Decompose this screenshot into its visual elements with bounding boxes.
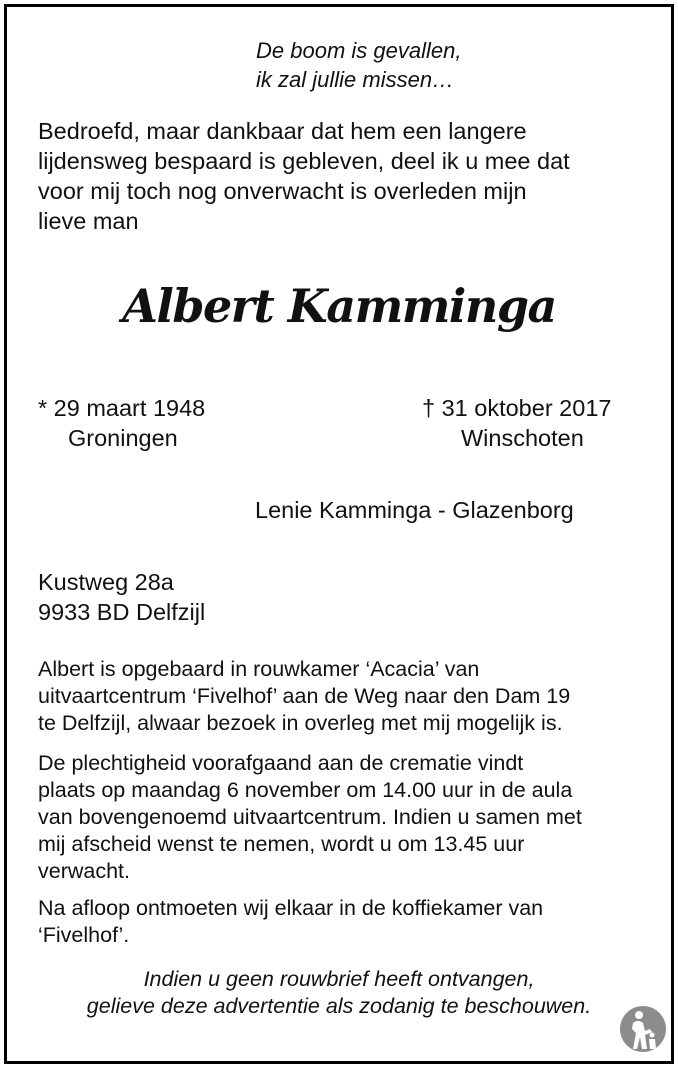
paragraph-line: De plechtigheid voorafgaand aan de crematie vindt bbox=[38, 751, 524, 775]
address-city: 9933 BD Delfzijl bbox=[38, 599, 206, 625]
motto bbox=[256, 36, 461, 94]
memorial-figure-icon bbox=[619, 1005, 667, 1053]
death-place: Winschoten bbox=[461, 425, 584, 451]
birth-info bbox=[38, 393, 205, 453]
address-street: Kustweg 28a bbox=[38, 569, 174, 595]
deceased-name: Albert Kamminga bbox=[122, 279, 556, 333]
paragraph-line: Na afloop ontmoeten wij elkaar in de koffiekamer van bbox=[38, 896, 544, 920]
survivor-name: Lenie Kamminga - Glazenborg bbox=[255, 497, 574, 523]
death-date: † 31 oktober 2017 bbox=[422, 395, 612, 421]
ceremony-paragraph bbox=[38, 750, 653, 885]
address bbox=[38, 567, 205, 627]
paragraph-line: uitvaartcentrum ‘Fivelhof’ aan de Weg naar den Dam 19 bbox=[38, 684, 571, 708]
death-info bbox=[422, 393, 611, 453]
closing-line-2: gelieve deze advertentie als zodanig te beschouwen. bbox=[86, 994, 592, 1018]
motto-line-1: De boom is gevallen, bbox=[256, 38, 462, 63]
paragraph-line: Albert is opgebaard in rouwkamer ‘Acacia’ van bbox=[38, 657, 480, 681]
intro-text bbox=[38, 116, 648, 236]
paragraph-line: van bovengenoemd uitvaartcentrum. Indien u samen met bbox=[38, 805, 582, 829]
birth-place: Groningen bbox=[68, 425, 178, 451]
intro-line-2: lijdensweg bespaard is gebleven, deel ik u mee dat bbox=[38, 148, 570, 174]
paragraph-line: mij afscheid wenst te nemen, wordt u om 13.45 uur bbox=[38, 832, 525, 856]
paragraph-line: ‘Fivelhof’. bbox=[38, 923, 130, 947]
intro-line-3: voor mij toch nog onverwacht is overleden mijn bbox=[38, 178, 527, 204]
birth-date: * 29 maart 1948 bbox=[38, 395, 206, 421]
closing-line-1: Indien u geen rouwbrief heeft ontvangen, bbox=[143, 967, 535, 991]
intro-line-1: Bedroefd, maar dankbaar dat hem een langere bbox=[38, 118, 527, 144]
paragraph-line: verwacht. bbox=[38, 859, 131, 883]
closing-note bbox=[0, 966, 678, 1020]
gathering-paragraph bbox=[38, 895, 653, 949]
viewing-paragraph bbox=[38, 656, 653, 737]
motto-line-2: ik zal jullie missen… bbox=[256, 67, 455, 92]
paragraph-line: te Delfzijl, alwaar bezoek in overleg met mij mogelijk is. bbox=[38, 711, 563, 735]
paragraph-line: plaats op maandag 6 november om 14.00 uur in de aula bbox=[38, 778, 573, 802]
intro-line-4: lieve man bbox=[38, 208, 139, 234]
